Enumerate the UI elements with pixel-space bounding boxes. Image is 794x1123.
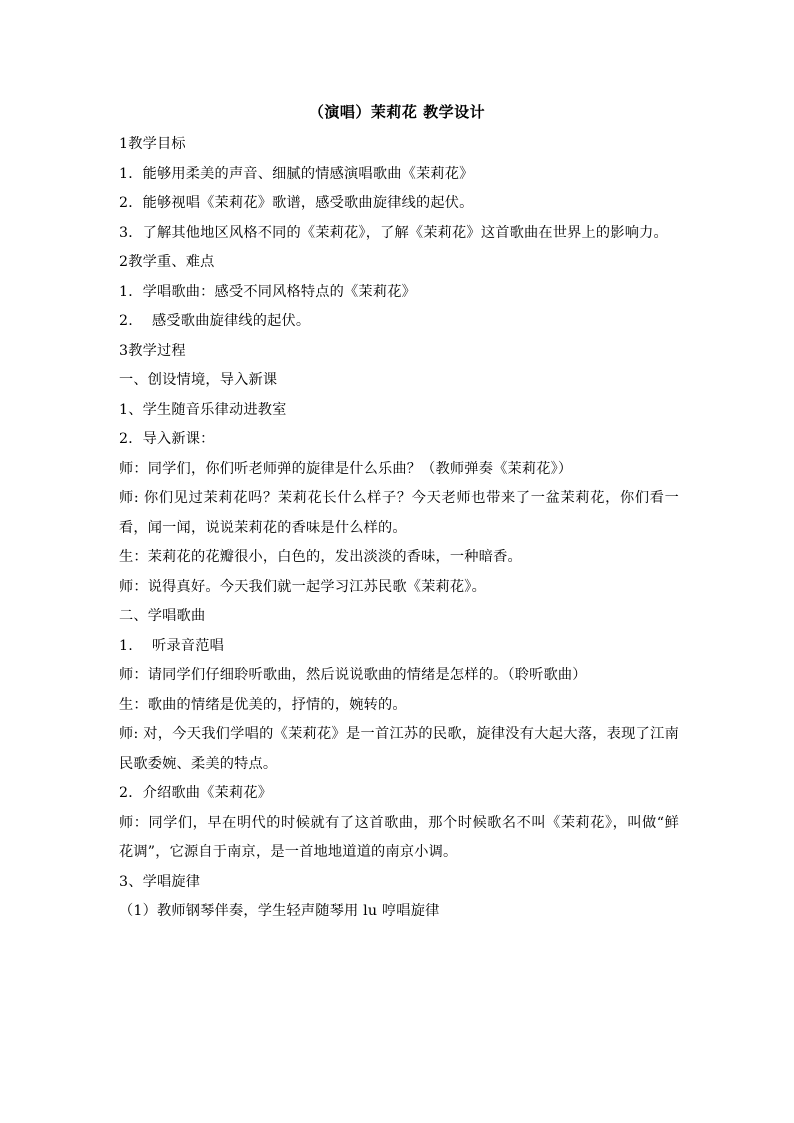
document-body: [119, 130, 679, 927]
paragraph: 2．导入新课：: [119, 431, 215, 447]
paragraph: 2．介绍歌曲《茉莉花》: [119, 785, 273, 801]
dialogue-line: 师：同学们，你们听老师弹的旋律是什么乐曲？（教师弹奏《茉莉花》）: [119, 460, 573, 477]
paragraph: 1、学生随音乐律动进教室: [119, 401, 287, 418]
paragraph: 3．了解其他地区风格不同的《茉莉花》，了解《茉莉花》这首歌曲在世界上的影响力。: [119, 224, 668, 241]
dialogue-line: 师: 对，今天我们学唱的《茉莉花》是一首江苏的民歌，旋律没有大起大落，表现了江南民歌委婉、柔美的特点。: [119, 726, 679, 772]
dialogue-line: 师: 你们见过茉莉花吗？茉莉花长什么样子？今天老师也带来了一盆茉莉花，你们看一看，闻一闻，说说茉莉花的香味是什么样的。: [119, 490, 679, 536]
paragraph: 1．学唱歌曲：感受不同风格特点的《茉莉花》: [119, 283, 416, 300]
dialogue-line: 生：茉莉花的花瓣很小，白色的，发出淡淡的香味，一种暗香。: [119, 549, 522, 565]
subsection-heading: 一、创设情境，导入新课: [119, 372, 278, 388]
section-heading-process: 3教学过程: [119, 342, 186, 359]
paragraph: 2．能够视唱《茉莉花》歌谱，感受歌曲旋律线的起伏。: [119, 195, 474, 211]
paragraph: 1. 听录音范唱: [119, 637, 224, 654]
dialogue-line: 师：请同学们仔细聆听歌曲，然后说说歌曲的情绪是怎样的。（聆听歌曲）: [119, 667, 587, 683]
paragraph: 1．能够用柔美的声音、细腻的情感演唱歌曲《茉莉花》: [119, 165, 474, 182]
dialogue-line: 师：同学们，早在明代的时候就有了这首歌曲，那个时候歌名不叫《茉莉花》，叫做“鲜花调”，它源自于南京，是一首地地道道的南京小调。: [119, 814, 679, 860]
paragraph: 2. 感受歌曲旋律线的起伏。: [119, 313, 311, 329]
paragraph: （1）教师钢琴伴奏，学生轻声随琴用 lu 哼唱旋律: [119, 903, 440, 919]
section-heading-key-points: 2教学重、难点: [119, 254, 215, 270]
subsection-heading: 二、学唱歌曲: [119, 608, 206, 624]
paragraph: 3、学唱旋律: [119, 873, 201, 890]
document-title: （演唱）茉莉花 教学设计: [308, 103, 486, 121]
dialogue-line: 生：歌曲的情绪是优美的，抒情的，婉转的。: [119, 696, 407, 713]
dialogue-line: 师：说得真好。今天我们就一起学习江苏民歌《茉莉花》。: [119, 578, 486, 595]
section-heading-objectives: 1教学目标: [119, 136, 186, 152]
